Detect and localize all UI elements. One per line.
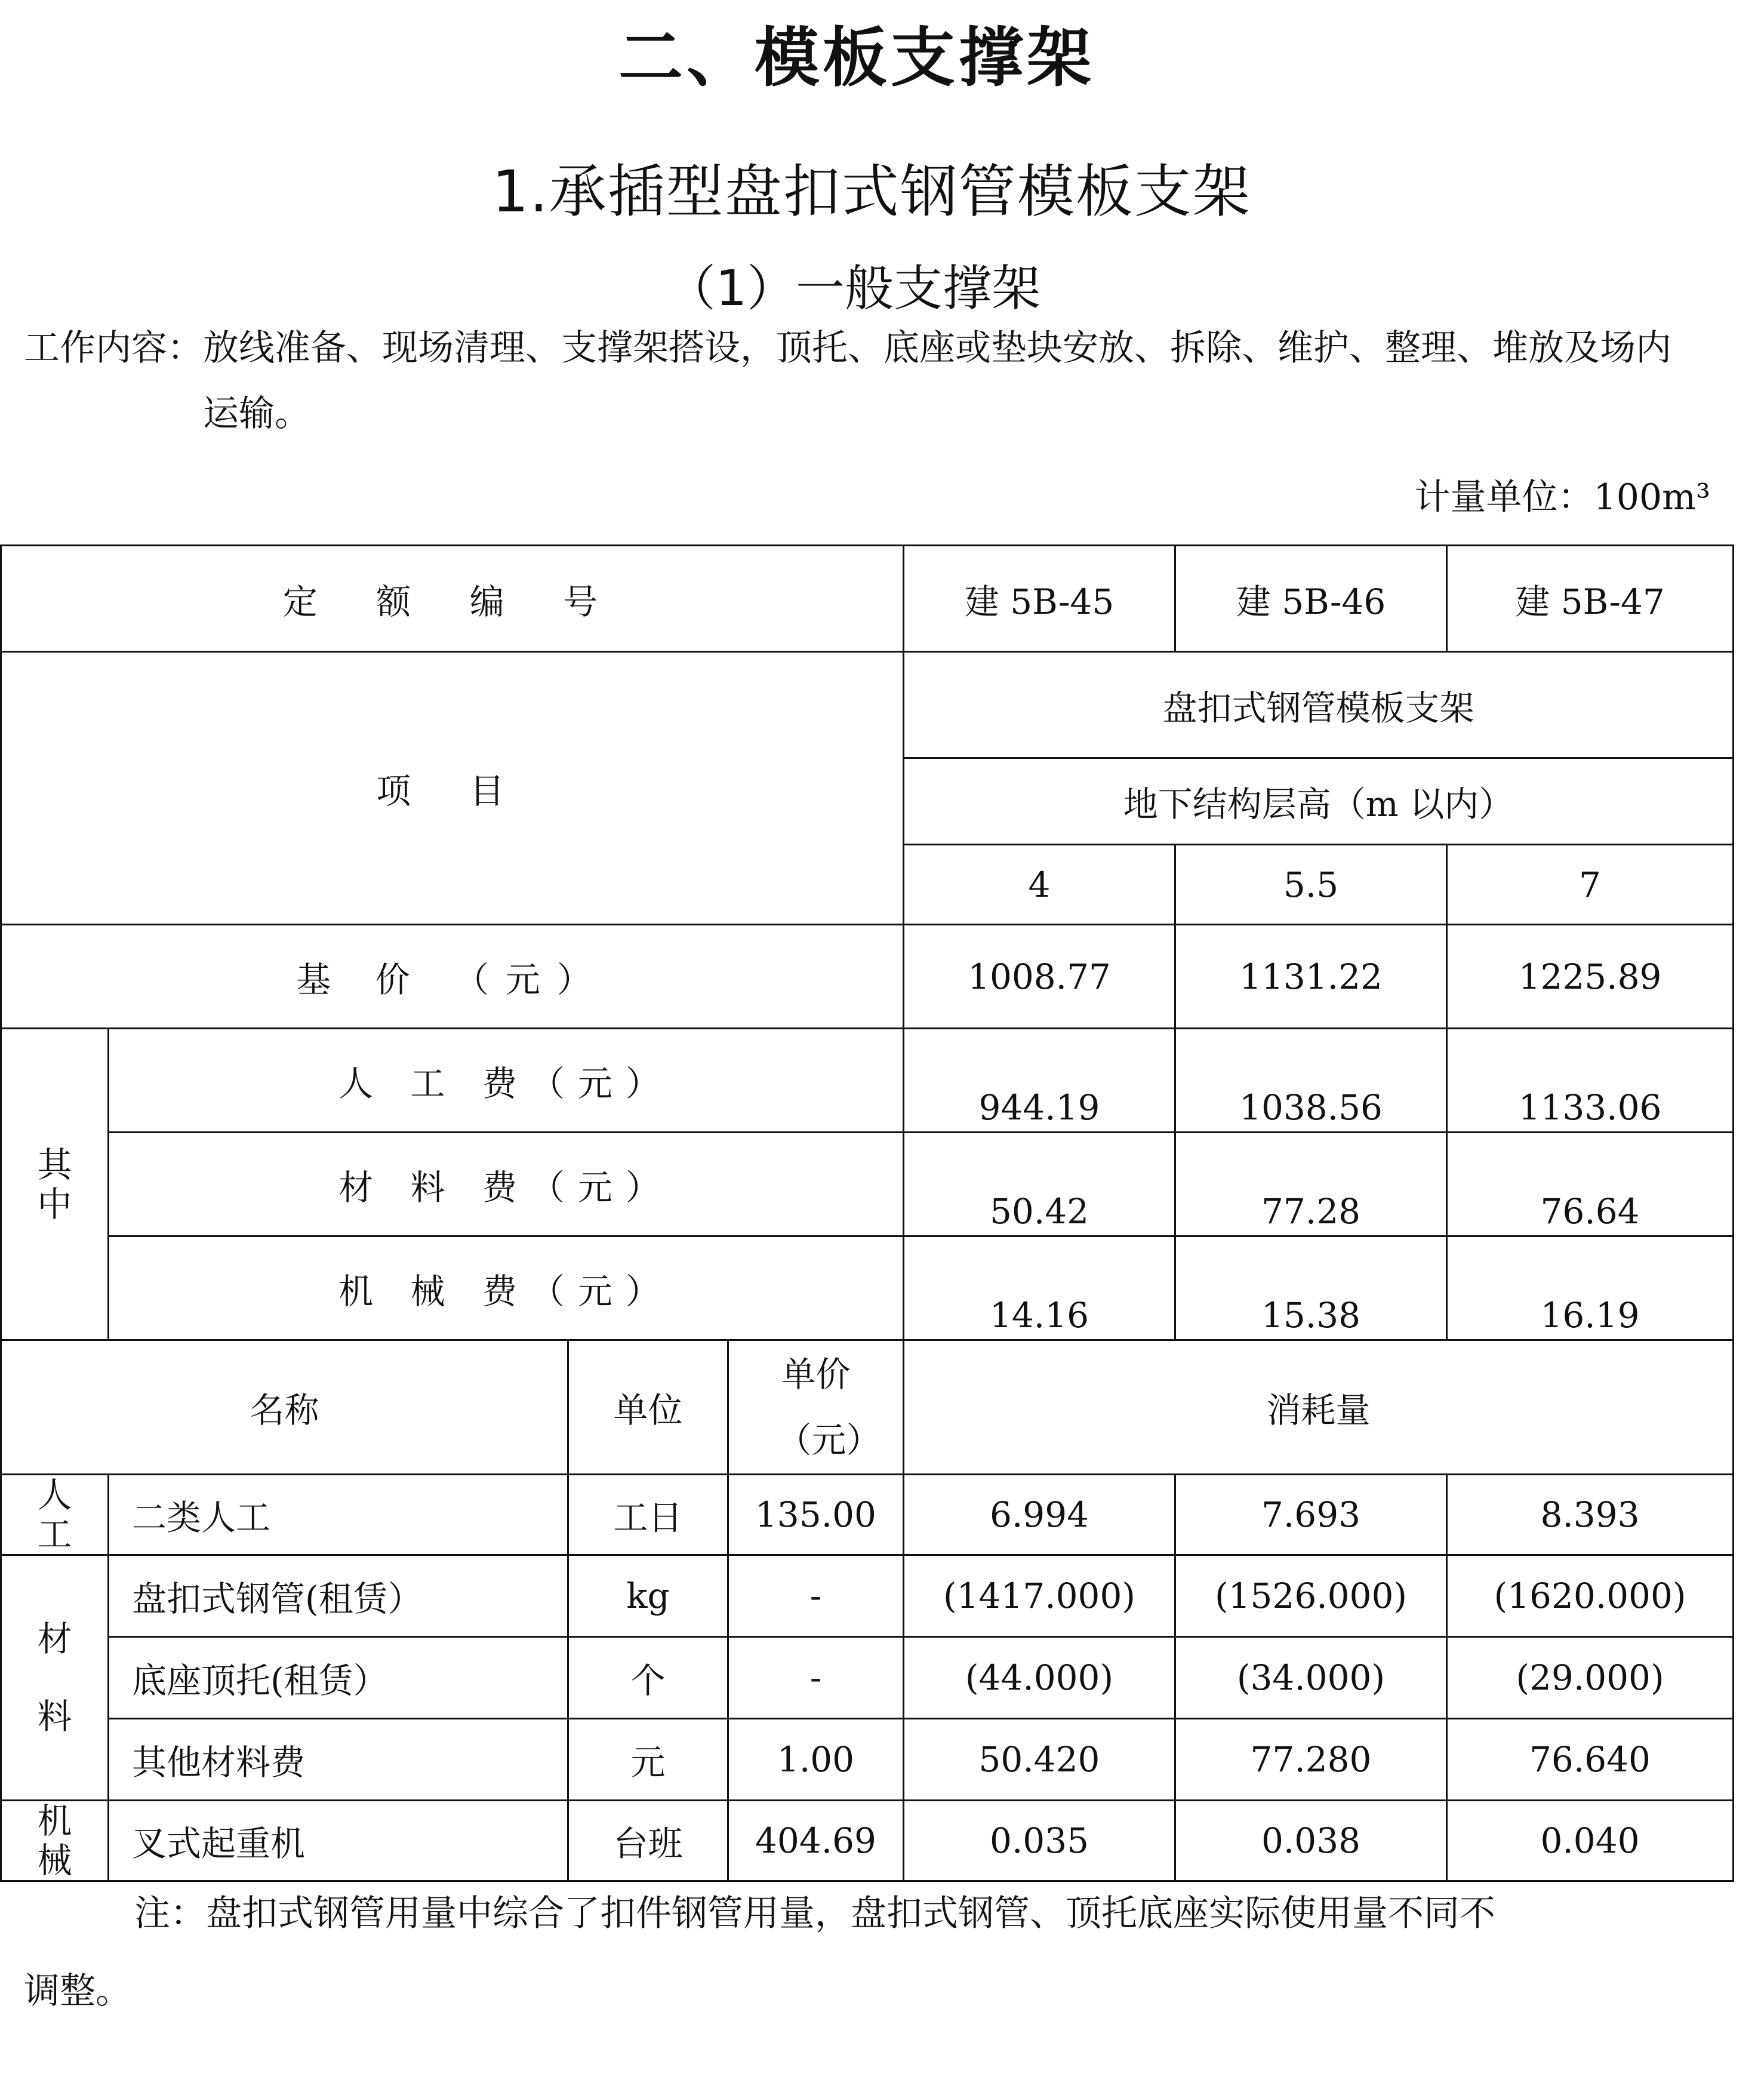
resource-price: -: [728, 1555, 904, 1637]
material-row: [1, 1555, 1734, 1637]
resource-name: 叉式起重机: [109, 1801, 568, 1881]
quota-code: 建 5B-46: [1175, 546, 1447, 652]
resource-unit: 台班: [568, 1801, 728, 1881]
footnote: [24, 1875, 1725, 2030]
consumption-value: (34.000): [1175, 1637, 1447, 1719]
resource-unit: 元: [568, 1719, 728, 1801]
cost-value: 77.28: [1175, 1133, 1447, 1236]
consumption-value: 6.994: [904, 1475, 1175, 1555]
subcategory-header: 地下结构层高（m 以内）: [904, 758, 1734, 845]
base-price-row: [1, 925, 1734, 1029]
col-header-price-text: 单价（元）: [777, 1354, 881, 1460]
height-value: 7: [1447, 845, 1734, 925]
resource-price: -: [728, 1637, 904, 1719]
labor-group: [1, 1475, 109, 1555]
section-title: （1）一般支撑架: [666, 260, 1041, 317]
page-title: 二、模板支撑架: [618, 21, 1095, 96]
consumption-value: 0.040: [1447, 1801, 1734, 1881]
consumption-value: 0.035: [904, 1801, 1175, 1881]
resource-price: 135.00: [728, 1475, 904, 1555]
quota-code: 建 5B-47: [1447, 546, 1734, 652]
consumption-value: 7.693: [1175, 1475, 1447, 1555]
resource-price: 404.69: [728, 1801, 904, 1881]
material-row: [1, 1719, 1734, 1801]
base-price-value: 1225.89: [1447, 925, 1734, 1029]
resource-name: 盘扣式钢管(租赁）: [109, 1555, 568, 1637]
work-content-line1: 放线准备、现场清理、支撑架搭设，顶托、底座或垫块安放、拆除、维护、整理、堆放及场内: [203, 327, 1671, 369]
material-row: [1, 1637, 1734, 1719]
cost-row: [1, 1029, 1734, 1133]
work-content: [24, 315, 1725, 447]
page-subtitle: 1.承插型盘扣式钢管模板支架: [492, 158, 1251, 225]
measure-unit: 计量单位：100m³: [1414, 476, 1710, 518]
cost-value: 76.64: [1447, 1133, 1734, 1236]
consumption-value: 0.038: [1175, 1801, 1447, 1881]
cost-label: 人 工 费（元）: [109, 1029, 904, 1133]
consumption-value: (29.000): [1447, 1637, 1734, 1719]
material-group-text: 材料: [37, 1619, 72, 1737]
work-content-label: 工作内容：: [24, 327, 203, 369]
col-header-price: [728, 1340, 904, 1475]
consumption-value: 77.280: [1175, 1719, 1447, 1801]
consumption-value: 76.640: [1447, 1719, 1734, 1801]
cost-value: 16.19: [1447, 1236, 1734, 1340]
quota-table: [0, 544, 1734, 1882]
resource-unit: 个: [568, 1637, 728, 1719]
column-header-row: [1, 1340, 1734, 1475]
work-content-line2: 运输。: [203, 393, 310, 435]
quota-code: 建 5B-45: [904, 546, 1175, 652]
base-price-value: 1131.22: [1175, 925, 1447, 1029]
resource-name: 其他材料费: [109, 1719, 568, 1801]
col-header-unit: 单位: [568, 1340, 728, 1475]
consumption-value: 50.420: [904, 1719, 1175, 1801]
resource-unit: 工日: [568, 1475, 728, 1555]
consumption-value: 8.393: [1447, 1475, 1734, 1555]
base-price-label: 基 价 （元）: [1, 925, 904, 1029]
cost-value: 1133.06: [1447, 1029, 1734, 1133]
col-header-consumption: 消耗量: [904, 1340, 1734, 1475]
consumption-value: (1417.000): [904, 1555, 1175, 1637]
resource-unit: kg: [568, 1555, 728, 1637]
col-header-name: 名称: [1, 1340, 568, 1475]
cost-row: [1, 1236, 1734, 1340]
resource-price: 1.00: [728, 1719, 904, 1801]
resource-name: 底座顶托(租赁）: [109, 1637, 568, 1719]
labor-row: [1, 1475, 1734, 1555]
cost-value: 15.38: [1175, 1236, 1447, 1340]
resource-name: 二类人工: [109, 1475, 568, 1555]
footnote-line1: 注：盘扣式钢管用量中综合了扣件钢管用量，盘扣式钢管、顶托底座实际使用量不同不: [134, 1893, 1495, 1934]
of-which-text: 其中: [37, 1144, 72, 1225]
material-group: [1, 1555, 109, 1801]
cost-value: 50.42: [904, 1133, 1175, 1236]
height-value: 4: [904, 845, 1175, 925]
labor-group-text: 人工: [37, 1475, 72, 1555]
footnote-line2: 调整。: [24, 1970, 131, 2012]
quota-code-row: [1, 546, 1734, 652]
cost-row: [1, 1133, 1734, 1236]
of-which-label: [1, 1029, 109, 1340]
consumption-value: (1526.000): [1175, 1555, 1447, 1637]
quota-label: 定 额 编 号: [1, 546, 904, 652]
cost-label: 材 料 费（元）: [109, 1133, 904, 1236]
machine-group: [1, 1801, 109, 1881]
consumption-value: (1620.000): [1447, 1555, 1734, 1637]
height-value: 5.5: [1175, 845, 1447, 925]
consumption-value: (44.000): [904, 1637, 1175, 1719]
category-header: 盘扣式钢管模板支架: [904, 652, 1734, 758]
cost-value: 944.19: [904, 1029, 1175, 1133]
item-label: 项 目: [1, 652, 904, 925]
base-price-value: 1008.77: [904, 925, 1175, 1029]
machine-row: [1, 1801, 1734, 1881]
cost-value: 1038.56: [1175, 1029, 1447, 1133]
machine-group-text: 机械: [37, 1801, 72, 1881]
cost-label: 机 械 费（元）: [109, 1236, 904, 1340]
cost-value: 14.16: [904, 1236, 1175, 1340]
